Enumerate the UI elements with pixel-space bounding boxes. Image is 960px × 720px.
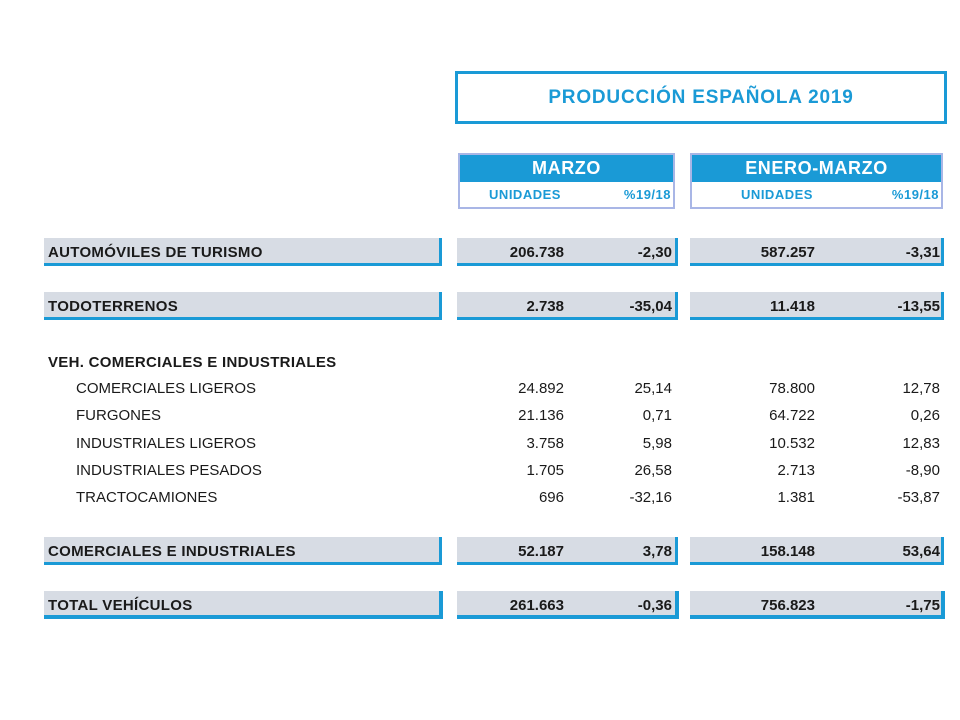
cell-acum-pct: -53,87	[897, 489, 940, 506]
cell-acum-units: 2.713	[777, 462, 815, 479]
cell-marzo-units: 3.758	[526, 435, 564, 452]
row-label-comerciales-industriales: COMERCIALES E INDUSTRIALES	[48, 543, 296, 560]
units-column-header: UNIDADES	[489, 187, 561, 202]
cell-acum-pct: 12,78	[902, 380, 940, 397]
cell-marzo-pct: 26,58	[634, 462, 672, 479]
cell-acum-pct: -8,90	[905, 462, 940, 479]
row-label-comerciales-ligeros: COMERCIALES LIGEROS	[76, 380, 257, 397]
cell-acum-pct: 12,83	[902, 435, 940, 452]
section-header-veh-comerciales: VEH. COMERCIALES E INDUSTRIALES	[48, 354, 337, 371]
cell-marzo-units: 261.663	[509, 597, 564, 614]
cell-acum-units: 10.532	[769, 435, 815, 452]
row-label-furgones: FURGONES	[76, 407, 162, 424]
report-title: PRODUCCIÓN ESPAÑOLA 2019	[548, 86, 854, 108]
cell-acum-pct: 53,64	[902, 543, 940, 560]
cell-marzo-units: 2.738	[526, 298, 564, 315]
cell-marzo-pct: 5,98	[642, 435, 672, 452]
cell-acum-units: 78.800	[769, 380, 815, 397]
row-label-industriales-ligeros: INDUSTRIALES LIGEROS	[76, 435, 257, 452]
cell-acum-units: 64.722	[769, 407, 815, 424]
cell-acum-pct: -13,55	[897, 298, 940, 315]
cell-marzo-pct: -35,04	[629, 298, 672, 315]
period-name: MARZO	[460, 155, 673, 182]
cell-marzo-units: 24.892	[518, 380, 564, 397]
report-title-box	[455, 71, 947, 124]
cell-acum-units: 158.148	[760, 543, 815, 560]
cell-marzo-units: 696	[538, 489, 564, 506]
cell-acum-units: 756.823	[760, 597, 815, 614]
cell-marzo-pct: -32,16	[629, 489, 672, 506]
cell-marzo-pct: 3,78	[642, 543, 672, 560]
period-header-marzo	[458, 153, 675, 209]
cell-acum-units: 11.418	[769, 298, 815, 315]
cell-marzo-pct: -0,36	[637, 597, 672, 614]
period-header-enero-marzo	[690, 153, 943, 209]
cell-acum-pct: 0,26	[910, 407, 940, 424]
cell-marzo-units: 1.705	[526, 462, 564, 479]
cell-marzo-pct: 0,71	[642, 407, 672, 424]
cell-acum-pct: -1,75	[905, 597, 940, 614]
cell-marzo-units: 52.187	[518, 543, 564, 560]
cell-acum-units: 587.257	[760, 244, 815, 261]
cell-marzo-pct: 25,14	[634, 380, 672, 397]
row-label-todoterrenos: TODOTERRENOS	[48, 298, 179, 315]
row-label-total-vehiculos: TOTAL VEHÍCULOS	[48, 597, 193, 614]
row-label-tractocamiones: TRACTOCAMIONES	[76, 489, 218, 506]
cell-marzo-units: 206.738	[509, 244, 564, 261]
cell-acum-pct: -3,31	[905, 244, 940, 261]
period-name: ENERO-MARZO	[692, 155, 941, 182]
row-label-industriales-pesados: INDUSTRIALES PESADOS	[76, 462, 262, 479]
cell-acum-units: 1.381	[777, 489, 815, 506]
cell-marzo-pct: -2,30	[637, 244, 672, 261]
pct-column-header: %19/18	[623, 187, 671, 202]
units-column-header: UNIDADES	[741, 187, 813, 202]
cell-marzo-units: 21.136	[518, 407, 564, 424]
row-label-automoviles: AUTOMÓVILES DE TURISMO	[48, 244, 263, 261]
pct-column-header: %19/18	[891, 187, 939, 202]
